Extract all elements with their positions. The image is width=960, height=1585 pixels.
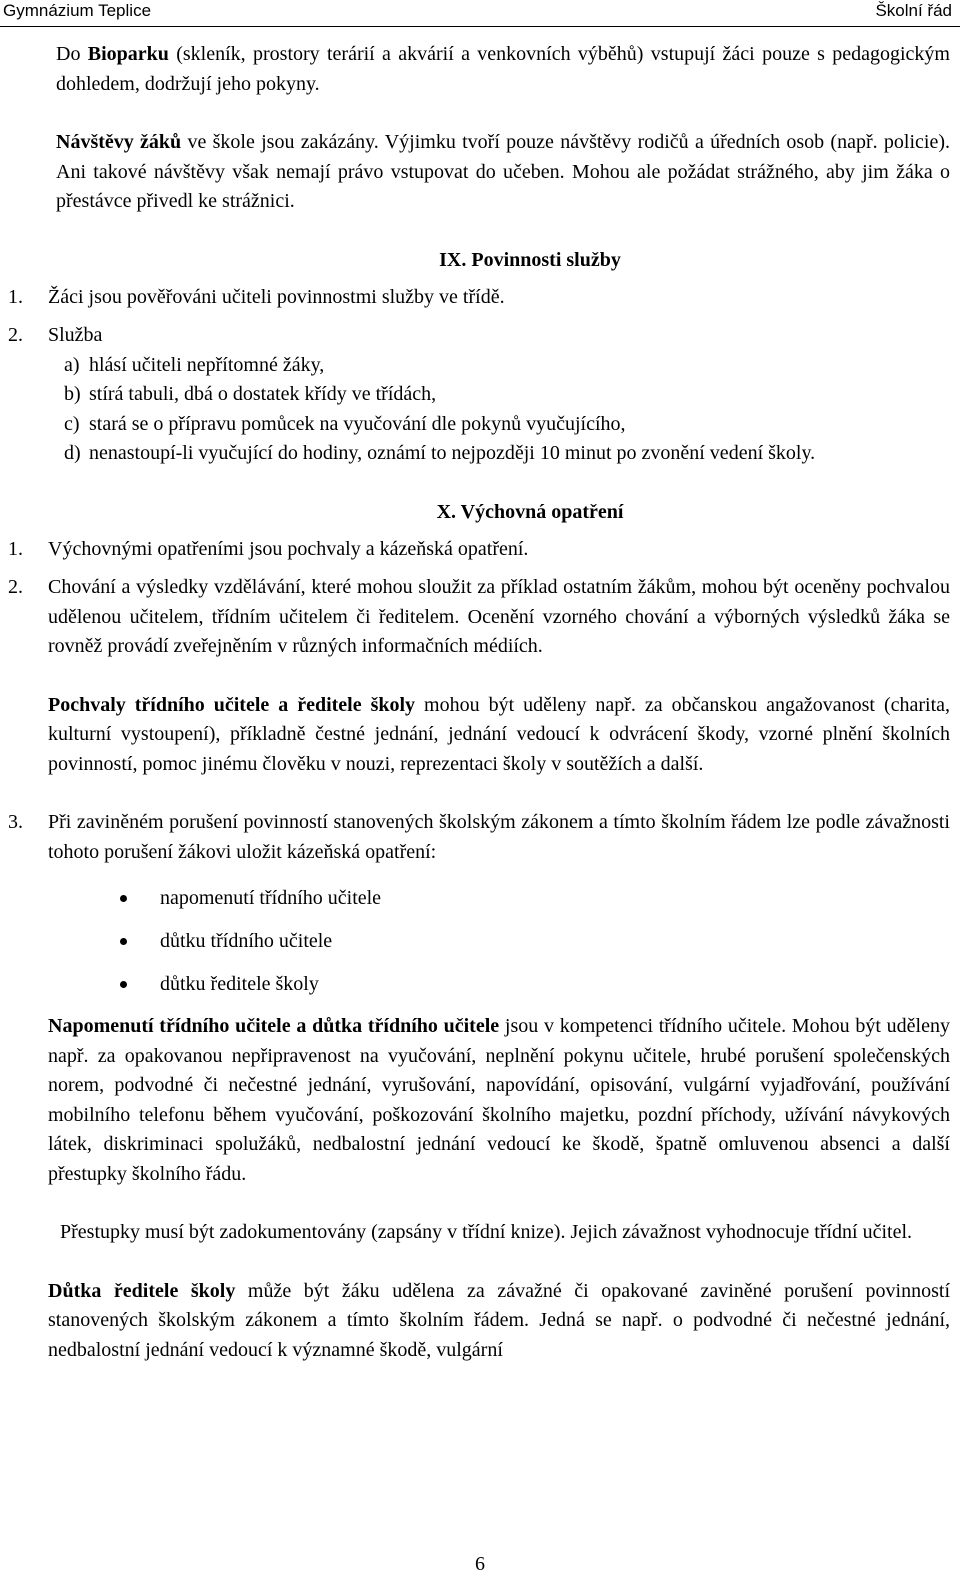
header-document-title: Školní řád xyxy=(875,1,952,20)
header-school-name: Gymnázium Teplice xyxy=(3,1,152,20)
bullet-icon xyxy=(120,981,127,988)
bold-term: Bioparku xyxy=(87,43,169,65)
bold-term: Důtka ředitele školy xyxy=(48,1279,236,1302)
bold-term: Návštěvy žáků xyxy=(56,131,182,153)
duty-item-c: c) stará se o přípravu pomůcek na vyučování dle pokynů vyučujícího, xyxy=(64,412,626,435)
item-number: 1. xyxy=(8,285,23,308)
page-number: 6 xyxy=(475,1553,485,1575)
document-body xyxy=(0,40,960,1365)
bullet-item: napomenutí třídního učitele xyxy=(120,883,960,913)
header-rule xyxy=(0,26,960,27)
page-header xyxy=(0,0,960,24)
section-x-point-1: 1. Výchovnými opatřeními jsou pochvaly a kázeňská opatření. xyxy=(8,535,950,565)
praise-paragraph: Pochvaly třídního učitele a ředitele školy mohou být uděleny např. za občanskou angažovanost (charita, kulturní vystoupení), příkladně čestné jednání, jednání vedoucí k odvrácení škody, vzorné plnění školních povinností, pomoc jinému člověku v nouzi, reprezentaci školy v soutěžích a další. xyxy=(48,693,951,775)
section-ix-point-1: 1. Žáci jsou pověřováni učiteli povinnostmi služby ve třídě. xyxy=(8,283,950,313)
section-heading-ix: IX. Povinnosti služby xyxy=(439,248,621,271)
section-ix-point-2: 2. Služba xyxy=(8,321,950,351)
bold-term: Pochvaly třídního učitele a ředitele školy xyxy=(48,693,416,716)
bullet-item: důtku třídního učitele xyxy=(120,926,960,956)
offenses-paragraph: Přestupky musí být zadokumentovány (zapsány v třídní knize). Jejich závažnost vyhodnocuje třídní učitel. xyxy=(60,1221,913,1243)
section-x-point-2: 2. Chování a výsledky vzdělávání, které mohou sloužit za příklad ostatním žákům, mohou být oceněny pochvalou udělenou učitelem, třídním učitelem či ředitelem. Ocenění vzorného chování a výborných výsledků žáka se rovněž provádí zveřejněním v různých informačních médiích. xyxy=(8,573,950,662)
item-8: Do Bioparku (skleník, prostory terárií a akvárií a venkovních výběhů) vstupují žáci pouze s pedagogickým dohledem, dodržují jeho pokyny. xyxy=(56,43,950,95)
bullet-icon xyxy=(120,895,127,902)
section-heading-x: X. Výchovná opatření xyxy=(436,500,624,523)
item-number: 1. xyxy=(8,537,23,560)
duty-item-a: a) hlásí učiteli nepřítomné žáky, xyxy=(64,353,325,376)
item-9: Návštěvy žáků ve škole jsou zakázány. Výjimku tvoří pouze návštěvy rodičů a úředních osob (např. policie). Ani takové návštěvy však nemají právo vstupovat do učeben. Mohou ale požádat strážného, aby jim žáka o přestávce přivedl ke strážnici. xyxy=(56,131,950,212)
bullet-icon xyxy=(120,938,127,945)
item-number: 3. xyxy=(8,811,23,833)
disciplinary-measures-list xyxy=(120,883,960,999)
bold-term: Napomenutí třídního učitele a důtka třídního učitele xyxy=(48,1015,500,1037)
duty-list xyxy=(64,351,950,469)
item-number: 2. xyxy=(8,576,23,598)
duty-item-d: d) nenastoupí-li vyučující do hodiny, oznámí to nejpozději 10 minut po zvonění vedení školy. xyxy=(64,442,816,464)
bullet-item: důtku ředitele školy xyxy=(120,969,960,999)
duty-item-b: b) stírá tabuli, dbá o dostatek křídy ve třídách, xyxy=(64,383,437,405)
section-x-point-3: 3. Při zaviněném porušení povinností stanovených školským zákonem a tímto školním řádem lze podle závažnosti tohoto porušení žákovi uložit kázeňská opatření: xyxy=(8,808,950,867)
reprimand-paragraph: Napomenutí třídního učitele a důtka třídního učitele jsou v kompetenci třídního učitele. Mohou být uděleny např. za opakovanou nepřipravenost na vyučování, neplnění pokynu učitele, hrubé porušení společenských norem, podvodné či nečestné jednání, vyrušování, napovídání, opisování, vulgární vyjadřování, používání mobilního telefonu během vyučování, poškozování školního majetku, pozdní příchody, užívání návykových látek, diskriminaci spolužáků, nedbalostní jednání vedoucí ke škodě, špatně omluvenou absenci a další přestupky školního řádu. xyxy=(48,1015,950,1185)
principal-reprimand-paragraph: Důtka ředitele školy může být žáku udělena za závažné či opakované zaviněné porušení povinností stanovených školským zákonem a tímto školním řádem. Jedná se např. o podvodné či nečestné jednání, nedbalostní jednání vedoucí k významné škodě, vulgární xyxy=(48,1279,951,1361)
item-number: 2. xyxy=(8,324,23,346)
